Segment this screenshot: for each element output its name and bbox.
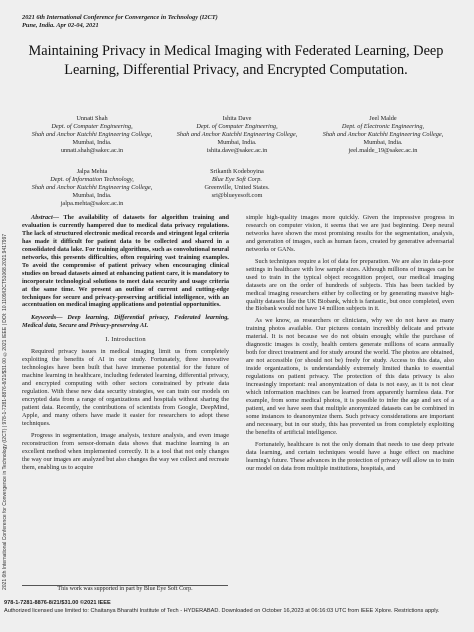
body-paragraph: Such techniques require a lot of data for preparation. We are also in data-poor settings in healthcare with low sample sizes. Although millions of images can be used to train in the typical object recognition project, our medical imaging datasets are on the order of hundreds of subjects. This has been tackled by medical imaging researchers either by collecting or by generating massive high-quality datasets like the UK Biobank, which is fantastic, but once completed, even the Biobank would not have 14 million subjects in it.: [246, 257, 454, 313]
author-dept: Dept. of Computer Engineering,: [51, 122, 133, 130]
author-dept: Dept. of Electronic Engineering,: [341, 122, 425, 130]
author-dept: Dept. of Computer Engineering,: [196, 122, 278, 130]
author-block: [167, 168, 307, 200]
author-name: Unnati Shah: [76, 115, 108, 122]
keywords-text: Deep learning, Differential privacy, Federated learning, Medical data, Secure and Privacy-preserving AI.: [22, 314, 229, 330]
author-city: Mumbai, India.: [72, 138, 112, 146]
page-footer: [4, 600, 470, 615]
keywords-lead: Keywords—: [31, 314, 63, 322]
author-block: [22, 168, 162, 208]
paper-title: Maintaining Privacy in Medical Imaging with Federated Learning, Deep Learning, Differential Privacy, and Encrypted Computation.: [28, 43, 444, 78]
author-org: Greenville, United States.: [204, 183, 270, 191]
left-column: [22, 214, 229, 586]
abstract-text: The availability of datasets for algorithm training and evaluation is currently hampered due to medical data privacy regulations. The lack of structured electronic medical records and stringent legal criteria has made it difficult for patient data to be collected and shared in a consolidated data lake. For training algorithms, such as convolutional neural networks, this presents difficulties, often requiring vast training examples. To avoid the compromise of patient privacy when encouraging clinical studies on broad datasets aimed at enhancing patient care, it is mandatory to incorporate technological solutions to meet data security and usage criteria at the same time. We present an outline of current and cutting-edge techniques for secure and privacy-preserving artificial intelligence, with an accentuation on medical imaging applications and potential opportunities.: [22, 214, 229, 309]
author-email: jalpa.mehta@sakec.ac.in: [60, 199, 124, 207]
copyright-line: 978-1-7281-8876-8/21/$31.00 ©2021 IEEE: [4, 600, 111, 606]
conference-name: 2021 6th International Conference for Convergence in Technology (I2CT): [22, 14, 218, 21]
author-org: Shah and Anchor Kutchhi Engineering College,: [322, 130, 444, 138]
body-paragraph: Required privacy issues in medical imaging limit us from completely exploiting the benefits of AI in our study. Fortunately, three innovative technologies have been built that have immense potential for the future of machine learning in healthcare, including federated learning, differential privacy, and encrypted computing with other sectors constrained by private data regulation. With these new data security strategies, we can train our models on encrypted data from a range of organizations and hospitals without sharing the patient data. Recently, the contributions of scientists from Google, DeepMind, Apple, and many others have made it easier for researchers to adopt these techniques.: [22, 348, 229, 427]
author-city: Mumbai, India.: [72, 191, 112, 199]
author-email: unnati.shah@sakec.ac.in: [60, 146, 124, 154]
body-paragraph: Progress in segmentation, image analysis, texture analysis, and even image reconstruction from sensor-domain data shows that machine learning is an excellent method when implemented correctly. It is a tool that not only changes the way our images are analyzed but also changes the way we collect and recreate them, enabling us to acquire: [22, 431, 229, 471]
author-dept: Blue Eye Soft Corp.: [211, 175, 262, 183]
body-paragraph: Fortunately, healthcare is not the only domain that needs to use deep private data learning, and certain techniques would have a huge effect on machine learning's future. These advances in the protection of privacy will allow us to train our model on data from multiple institutions, hospitals, and: [246, 440, 454, 472]
author-block: [167, 115, 307, 155]
license-line: Authorized licensed use limited to: Chaitanya Bharathi Institute of Tech - HYDERABAD. Downloaded on October 16,2023 at 06:16:03 UTC from IEEE Xplore. Restrictions apply.: [4, 607, 440, 614]
author-email: sri@blueyesoft.com: [211, 191, 263, 199]
section-heading: I. Introduction: [105, 336, 146, 344]
author-name: Jalpa Mehta: [76, 168, 108, 175]
abstract-lead: Abstract—: [31, 214, 59, 221]
right-column: [246, 214, 454, 598]
author-block: [312, 115, 454, 155]
abstract: [22, 214, 229, 309]
author-name: Srikanth Kodeboyina: [210, 168, 264, 175]
body-paragraph: simple high-quality images more quickly. Given the impressive progress in research on computer vision, it seems that we are just beginning. Deep neural networks have shown the most promising results for the segmentation, analysis, and generation of images, such as human faces, created by generative adversarial networks or GANs.: [246, 214, 454, 253]
author-city: Mumbai, India.: [363, 138, 403, 146]
author-name: Jeel Malde: [369, 115, 397, 122]
author-email: jeel.malde_19@sakec.ac.in: [348, 146, 418, 154]
author-org: Shah and Anchor Kutchhi Engineering College,: [176, 130, 298, 138]
footnote: This work was supported in part by Blue Eye Soft Corp.: [57, 586, 193, 592]
author-org: Shah and Anchor Kutchhi Engineering College,: [31, 130, 153, 138]
conference-location: Pune, India. Apr 02-04, 2021: [22, 22, 99, 29]
author-dept: Dept. of Information Technology,: [50, 175, 134, 183]
keywords: [22, 314, 229, 330]
author-name: Ishita Dave: [222, 115, 252, 122]
author-org: Shah and Anchor Kutchhi Engineering College,: [31, 183, 153, 191]
author-city: Mumbai, India.: [217, 138, 257, 146]
conference-header: [22, 14, 218, 30]
author-email: ishita.dave@sakec.ac.in: [206, 146, 268, 154]
body-paragraph: As we know, as researchers or clinicians, why we do not have as many training photos available. Our pictures contain incredibly delicate and private material. It is not because we do not obtain enough; while the purchase of diagnostic images is costly, health centers generate millions of scans annually both for direct treatment and for study around the world. The photos are obtained, are not accessible (or should not be) freely for study. Access to this data, also inside organizations, is understandably extremely limited thanks to essential regulations on patient privacy. The protection of this data privacy is also increasingly important: real anonymization of data is not easy, as it is not clear which information machines can be learned from apparently harmless data. For example, from some medical photos, it is possible to infer the age and sex of a patient, and we have seen that multiple anonymized datasets can be combined in some instances to deanonymize them. Such privacy considerations are important and necessary, but in our study, this has prevented us from completely exploiting the benefits of artificial intelligence.: [246, 317, 454, 436]
author-block: [22, 115, 162, 155]
doi-side-stamp: 2021 6th International Conference for Convergence in Technology (I2CT) | 978-1-7281-8876-8/21/$31.00 ©2021 IEEE | DOI: 10.1109/I2CT51068.2021.9417997: [2, 233, 8, 590]
